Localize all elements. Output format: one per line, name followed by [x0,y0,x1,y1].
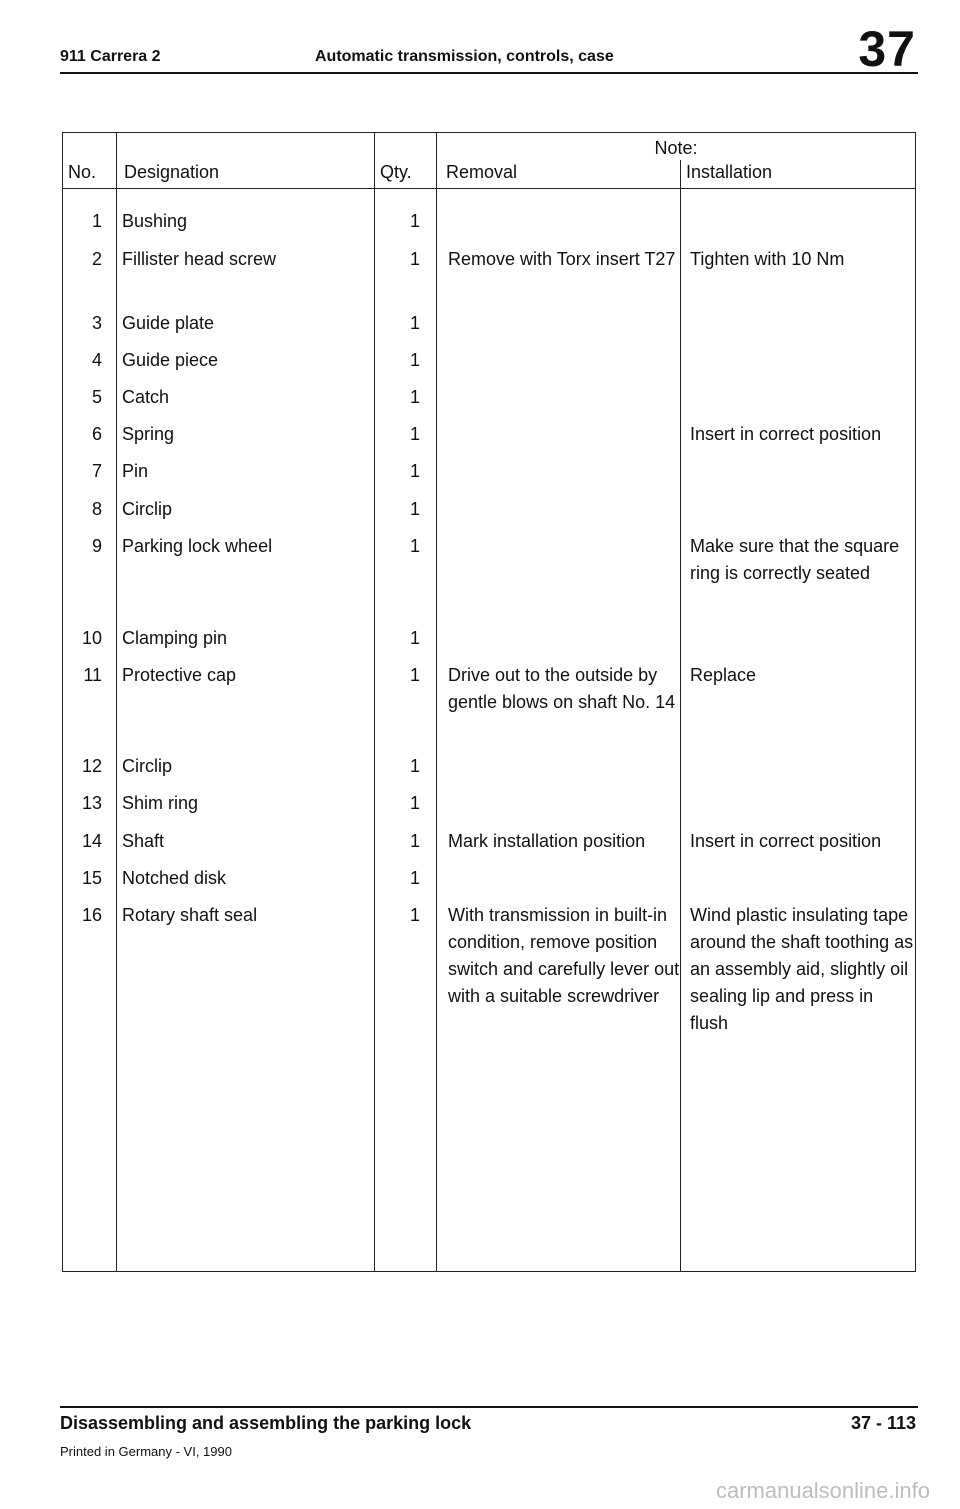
row-number: 3 [91,313,102,333]
row-number: 12 [81,756,102,776]
row-quantity: 1 [409,831,420,851]
row-number: 1 [91,211,102,231]
row-removal-note: With transmission in built-in condition, remove position switch and carefully lever out with a suitable screwdriver [448,905,680,1006]
parts-table [62,132,916,1272]
row-installation-note: Insert in correct position [690,424,882,444]
section-title: Automatic transmission, controls, case [315,48,614,65]
row-number: 4 [91,350,102,370]
header-divider [62,188,916,189]
row-designation: Rotary shaft seal [122,905,258,925]
row-quantity: 1 [409,424,420,444]
row-quantity: 1 [409,313,420,333]
row-quantity: 1 [409,387,420,407]
footer-rule [60,1406,918,1408]
row-number: 5 [91,387,102,407]
row-number: 2 [91,249,102,269]
row-designation: Guide plate [122,313,215,333]
model-name: 911 Carrera 2 [60,48,161,65]
row-designation: Guide piece [122,350,219,370]
row-installation-note: Make sure that the square ring is correctly seated [690,536,900,583]
col-divider [436,132,437,1272]
col-header-qty: Qty. [380,162,412,182]
row-designation: Catch [122,387,170,407]
footer-title: Disassembling and assembling the parking lock [60,1413,472,1433]
row-quantity: 1 [409,868,420,888]
row-removal-note: Remove with Torx insert T27 [448,249,676,269]
row-quantity: 1 [409,211,420,231]
col-header-installation: Installation [686,162,773,182]
row-designation: Bushing [122,211,188,231]
row-quantity: 1 [409,793,420,813]
row-quantity: 1 [409,249,420,269]
row-designation: Parking lock wheel [122,536,273,556]
col-divider [116,132,117,1272]
print-info: Printed in Germany - VI, 1990 [60,1444,232,1459]
row-removal-note: Mark installation position [448,831,646,851]
col-header-removal: Removal [446,162,518,182]
row-number: 16 [81,905,102,925]
row-installation-note: Insert in correct position [690,831,882,851]
row-number: 13 [81,793,102,813]
row-number: 7 [91,461,102,481]
row-designation: Shaft [122,831,165,851]
row-installation-note: Wind plastic insulating tape around the shaft toothing as an assembly aid, slightly oil sealing lip and press in flush [690,905,914,1033]
row-designation: Shim ring [122,793,199,813]
row-number: 9 [91,536,102,556]
col-divider [680,160,681,1272]
row-number: 10 [81,628,102,648]
row-quantity: 1 [409,628,420,648]
row-installation-note: Replace [690,665,757,685]
row-designation: Circlip [122,499,173,519]
watermark: carmanualsonline.info [715,1478,930,1503]
col-header-designation: Designation [124,162,220,182]
row-designation: Spring [122,424,175,444]
row-quantity: 1 [409,756,420,776]
row-quantity: 1 [409,350,420,370]
col-header-no: No. [68,162,97,182]
row-designation: Notched disk [122,868,227,888]
row-designation: Pin [122,461,149,481]
row-number: 15 [81,868,102,888]
row-number: 11 [83,665,102,685]
col-divider [374,132,375,1272]
page-number: 37 - 113 [850,1413,916,1433]
row-designation: Fillister head screw [122,249,277,269]
header-rule [60,72,918,74]
note-label: Note: [654,138,698,158]
row-designation: Protective cap [122,665,237,685]
row-designation: Circlip [122,756,173,776]
row-number: 8 [91,499,102,519]
row-quantity: 1 [409,905,420,925]
row-installation-note: Tighten with 10 Nm [690,249,845,269]
row-removal-note: Drive out to the outside by gentle blows on shaft No. 14 [448,665,676,712]
row-designation: Clamping pin [122,628,228,648]
row-number: 14 [81,831,102,851]
row-quantity: 1 [409,499,420,519]
row-quantity: 1 [409,536,420,556]
group-number: 37 [858,21,916,77]
row-number: 6 [91,424,102,444]
row-quantity: 1 [409,461,420,481]
row-quantity: 1 [409,665,420,685]
